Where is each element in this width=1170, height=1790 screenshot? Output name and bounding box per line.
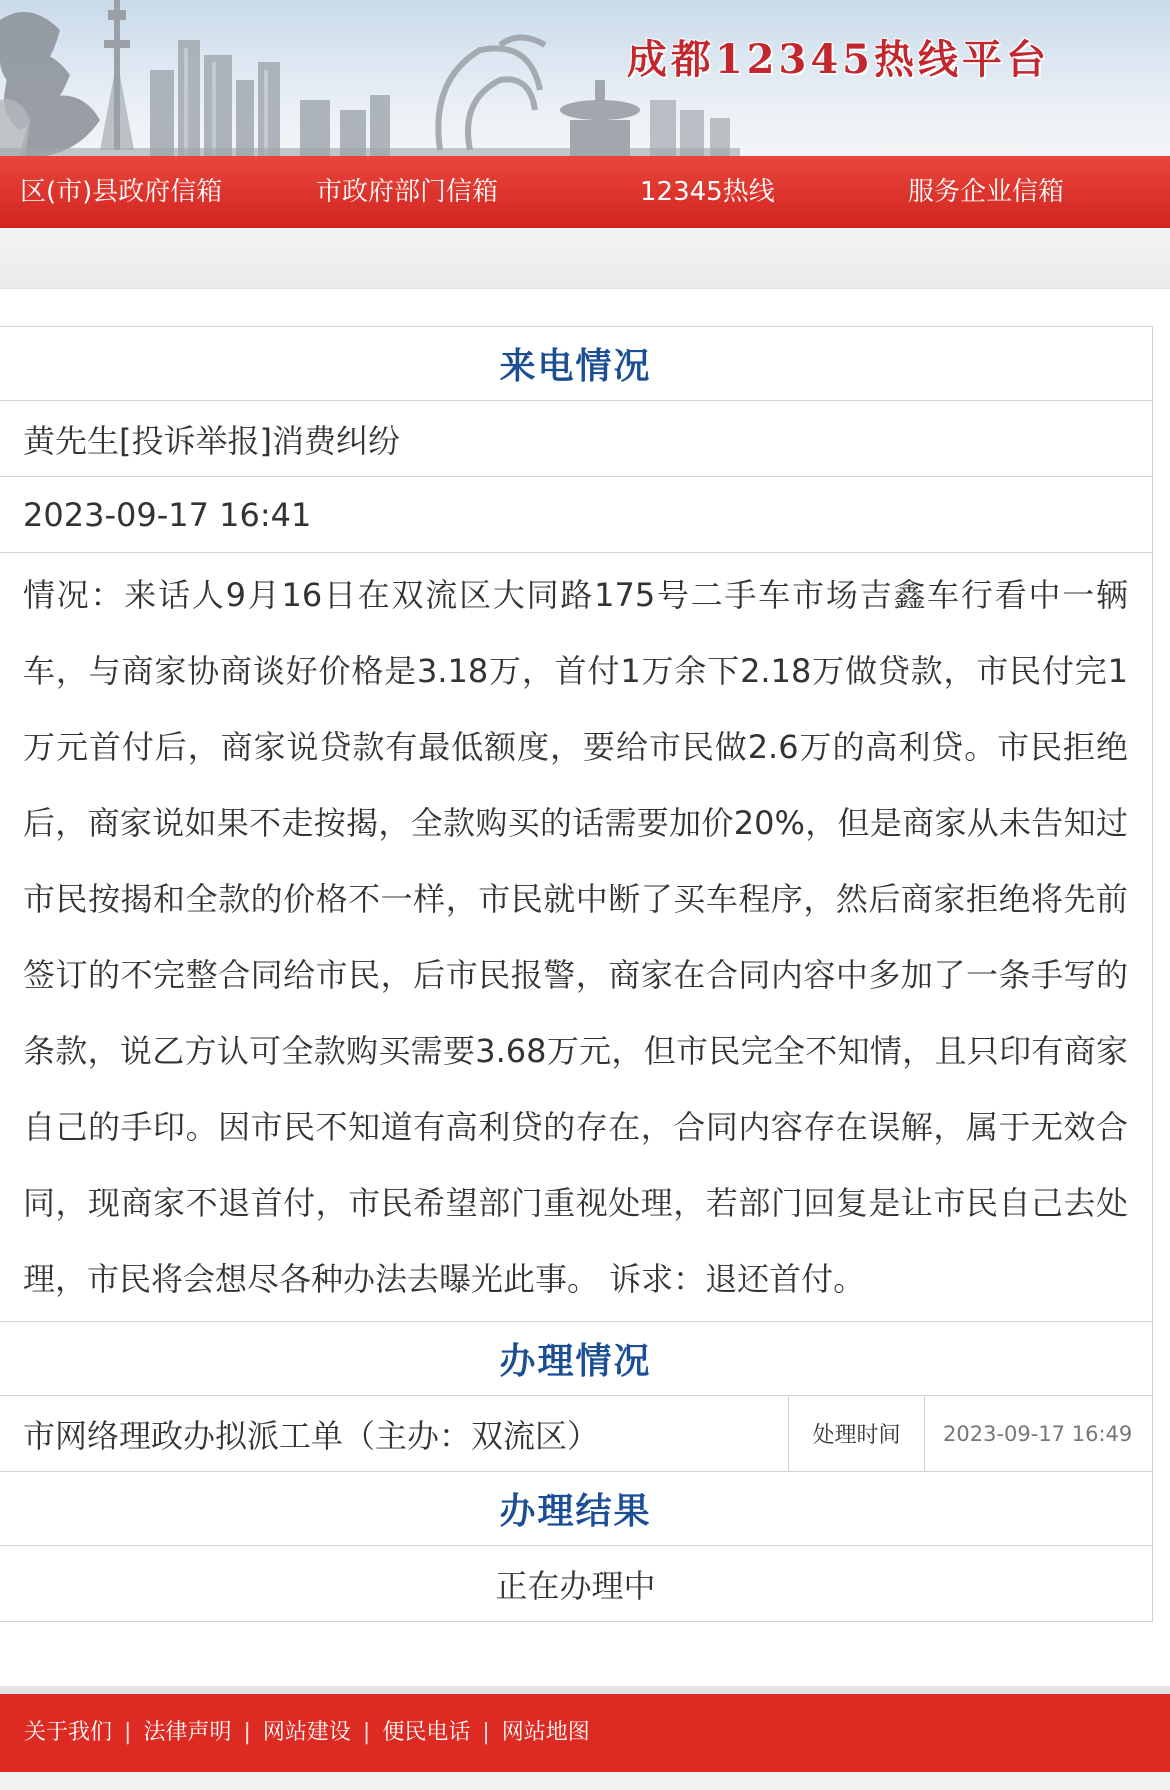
result-heading-row [0,1472,1153,1546]
result-row [0,1546,1153,1622]
call-info-heading-row [0,327,1153,401]
result-heading: 办理结果 [0,1472,1153,1546]
call-datetime: 2023-09-17 16:41 [0,477,1153,553]
footer-link-about[interactable]: 关于我们 [24,1720,113,1745]
footer-separator: | [362,1720,371,1745]
site-title: 成都12345热线平台 [626,36,1050,83]
call-title: 黄先生[投诉举报]消费纠纷 [0,401,1153,477]
main-nav [0,156,1170,228]
nav-item-enterprise-mailbox[interactable]: 服务企业信箱 [908,177,1065,207]
handling-time-value: 2023-09-17 16:49 [925,1396,1153,1472]
footer-separator: | [482,1720,490,1745]
nav-item-district-mailbox[interactable]: 区(市)县政府信箱 [20,177,223,207]
nav-item-12345-hotline[interactable]: 12345热线 [640,177,775,207]
footer-separator: | [124,1720,132,1745]
content-bottom-divider [0,1686,1170,1694]
call-content: 情况：来话人9月16日在双流区大同路175号二手车市场吉鑫车行看中一辆车，与商家协商谈好价格是3.18万，首付1万余下2.18万做贷款，市民付完1万元首付后，商家说贷款有最低额度，要给市民做2.6万的高利贷。市民拒绝后，商家说如果不走按揭，全款购买的话需要加价20%，但是商家从未告知过市民按揭和全款的价格不一样，市民就中断了买车程序，然后商家拒绝将先前签订的不完整合同给市民，后市民报警，商家在合同内容中多加了一条手写的条款，说乙方认可全款购买需要3.68万元，但市民完全不知情，且只印有商家自己的手印。因市民不知道有高利贷的存在，合同内容存在误解，属于无效合同，现商家不退首付，市民希望部门重视处理，若部门回复是让市民自己去处理，市民将会想尽各种办法去曝光此事。 诉求：退还首付。 [0,553,1153,1322]
call-content-row [0,553,1153,1322]
footer-link-phone[interactable]: 便民电话 [382,1720,471,1745]
footer-link-sitemap[interactable]: 网站地图 [501,1720,590,1745]
footer-link-site-building[interactable]: 网站建设 [262,1720,351,1745]
footer-link-legal[interactable]: 法律声明 [143,1720,232,1745]
sub-nav-bar [0,228,1170,289]
handling-heading-row [0,1322,1153,1396]
handling-row [0,1396,1153,1472]
result-status: 正在办理中 [0,1546,1153,1622]
handling-description: 市网络理政办拟派工单（主办：双流区） [0,1396,789,1472]
ticket-detail-table [0,326,1153,1622]
footer-links [24,1694,590,1772]
site-banner [0,0,1170,156]
call-datetime-row [0,477,1153,553]
call-info-heading: 来电情况 [0,327,1153,401]
call-title-row [0,401,1153,477]
footer-bottom-strip [0,1772,1170,1790]
site-footer [0,1694,1170,1772]
footer-separator: | [243,1720,251,1745]
handling-time-label: 处理时间 [789,1396,925,1472]
nav-item-department-mailbox[interactable]: 市政府部门信箱 [316,177,499,207]
handling-heading: 办理情况 [0,1322,1153,1396]
